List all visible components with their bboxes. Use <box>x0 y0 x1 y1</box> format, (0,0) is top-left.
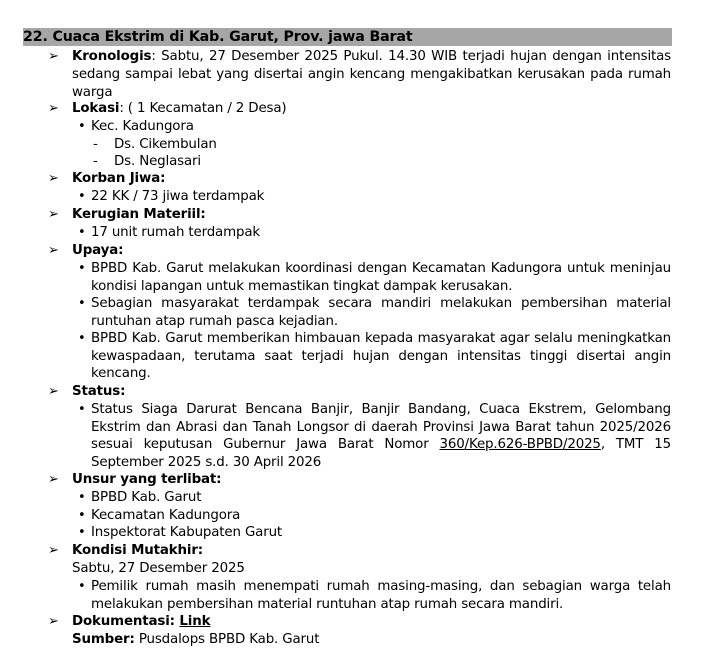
lokasi-content: : ( 1 Kecamatan / 2 Desa) <box>119 101 287 116</box>
kondisi-label: Kondisi Mutakhir: <box>72 543 204 558</box>
korban-label: Korban Jiwa: <box>72 171 166 186</box>
lokasi-line <box>72 100 671 118</box>
bullet-icon: • <box>78 579 86 594</box>
sumber-label: Sumber: <box>72 632 135 647</box>
dokumentasi-line <box>72 613 671 631</box>
sumber-text: Pusdalops BPBD Kab. Garut <box>134 632 320 647</box>
sumber-line <box>72 631 319 649</box>
dokumentasi-link[interactable]: Link <box>179 614 211 629</box>
korban-item: 22 KK / 73 jiwa terdampak <box>91 189 265 204</box>
arrow-bullet-icon: ➢ <box>48 614 59 629</box>
kronologis-label: Kronologis <box>72 49 152 64</box>
unsur-item: BPBD Kab. Garut <box>91 490 202 505</box>
dash-icon: - <box>93 154 98 169</box>
kondisi-list <box>78 578 671 613</box>
status-text-after: , TMT 15 September 2025 s.d. 30 April 2026 <box>91 437 671 470</box>
bullet-icon: • <box>78 402 86 417</box>
list-item <box>78 578 671 613</box>
upaya-item: BPBD Kab. Garut memberikan himbauan kepada masyarakat agar selalu meningkatkan kewaspadaan, terutama saat terjadi hujan dengan intensitas tinggi disertai angin kencang. <box>91 331 671 381</box>
list-item <box>78 330 671 383</box>
list-item <box>78 118 671 136</box>
bullet-icon: • <box>78 331 86 346</box>
lokasi-label: Lokasi <box>72 101 120 116</box>
status-text-before: Status Siaga Darurat Bencana Banjir, Banjir Bandang, Cuaca Ekstrem, Gelombang Ekstrim dan Abrasi dan Tanah Longsor di daerah Provinsi Jawa Barat tahun 2025/2026 sesuai keputusan Gubernur Jawa Barat Nomor <box>91 402 671 452</box>
kecamatan-name: Kec. Kadungora <box>91 119 194 134</box>
kondisi-item: Pemilik rumah masih menempati rumah masing-masing, dan sebagian warga telah melakukan pembersihan material runtuhan atap rumah secara mandiri. <box>91 579 671 612</box>
kronologis-content: : Sabtu, 27 Desember 2025 Pukul. 14.30 WIB terjadi hujan dengan intensitas sedang sampai lebat yang disertai angin kencang mengakibatkan kerusakan pada rumah warga <box>72 49 671 100</box>
list-item <box>78 224 671 242</box>
kerugian-item: 17 unit rumah terdampak <box>91 225 261 240</box>
arrow-bullet-icon: ➢ <box>48 49 59 64</box>
arrow-bullet-icon: ➢ <box>48 207 59 222</box>
lokasi-list <box>78 118 671 171</box>
unsur-list <box>78 489 671 542</box>
kondisi-date: Sabtu, 27 Desember 2025 <box>72 561 245 576</box>
bullet-icon: • <box>78 261 86 276</box>
decree-number-link[interactable]: 360/Kep.626-BPBD/2025 <box>439 437 601 452</box>
list-item <box>78 524 671 542</box>
arrow-bullet-icon: ➢ <box>48 543 59 558</box>
unsur-item: Kecamatan Kadungora <box>91 507 241 523</box>
unsur-label: Unsur yang terlibat: <box>72 472 222 487</box>
list-item <box>78 401 671 471</box>
desa-name: Ds. Cikembulan <box>114 136 217 152</box>
kerugian-label: Kerugian Materiil: <box>72 207 206 222</box>
bullet-icon: • <box>78 119 86 134</box>
list-item <box>78 489 671 507</box>
bullet-icon: • <box>78 490 86 505</box>
dokumentasi-label: Dokumentasi: <box>72 614 180 629</box>
status-list <box>78 401 671 471</box>
list-item <box>78 153 671 171</box>
arrow-bullet-icon: ➢ <box>48 472 59 487</box>
unsur-item: Inspektorat Kabupaten Garut <box>91 525 283 540</box>
list-item <box>78 260 671 295</box>
dash-icon: - <box>93 136 98 152</box>
upaya-item: BPBD Kab. Garut melakukan koordinasi dengan Kecamatan Kadungora untuk meninjau kondisi lapangan untuk memastikan tingkat dampak kerusakan. <box>91 261 671 294</box>
upaya-item: Sebagian masyarakat terdampak secara mandiri melakukan pembersihan material runtuhan atap rumah pasca kejadian. <box>91 296 671 329</box>
arrow-bullet-icon: ➢ <box>48 101 59 116</box>
bullet-icon: • <box>78 525 86 540</box>
bullet-icon: • <box>78 296 86 311</box>
section-heading: 22. Cuaca Ekstrim di Kab. Garut, Prov. jawa Barat <box>23 28 672 46</box>
upaya-label: Upaya: <box>72 243 124 258</box>
list-item <box>78 188 671 206</box>
bullet-icon: • <box>78 225 86 240</box>
arrow-bullet-icon: ➢ <box>48 243 59 258</box>
status-label: Status: <box>72 384 126 399</box>
status-text <box>91 401 671 471</box>
kerugian-list <box>78 224 671 242</box>
bullet-icon: • <box>78 507 86 523</box>
kronologis-text <box>72 48 671 102</box>
desa-name: Ds. Neglasari <box>114 154 201 169</box>
bullet-icon: • <box>78 189 86 204</box>
korban-list <box>78 188 671 206</box>
list-item <box>78 295 671 330</box>
list-item <box>78 136 671 154</box>
list-item <box>78 507 671 525</box>
arrow-bullet-icon: ➢ <box>48 384 59 399</box>
upaya-list <box>78 260 671 383</box>
arrow-bullet-icon: ➢ <box>48 171 59 186</box>
